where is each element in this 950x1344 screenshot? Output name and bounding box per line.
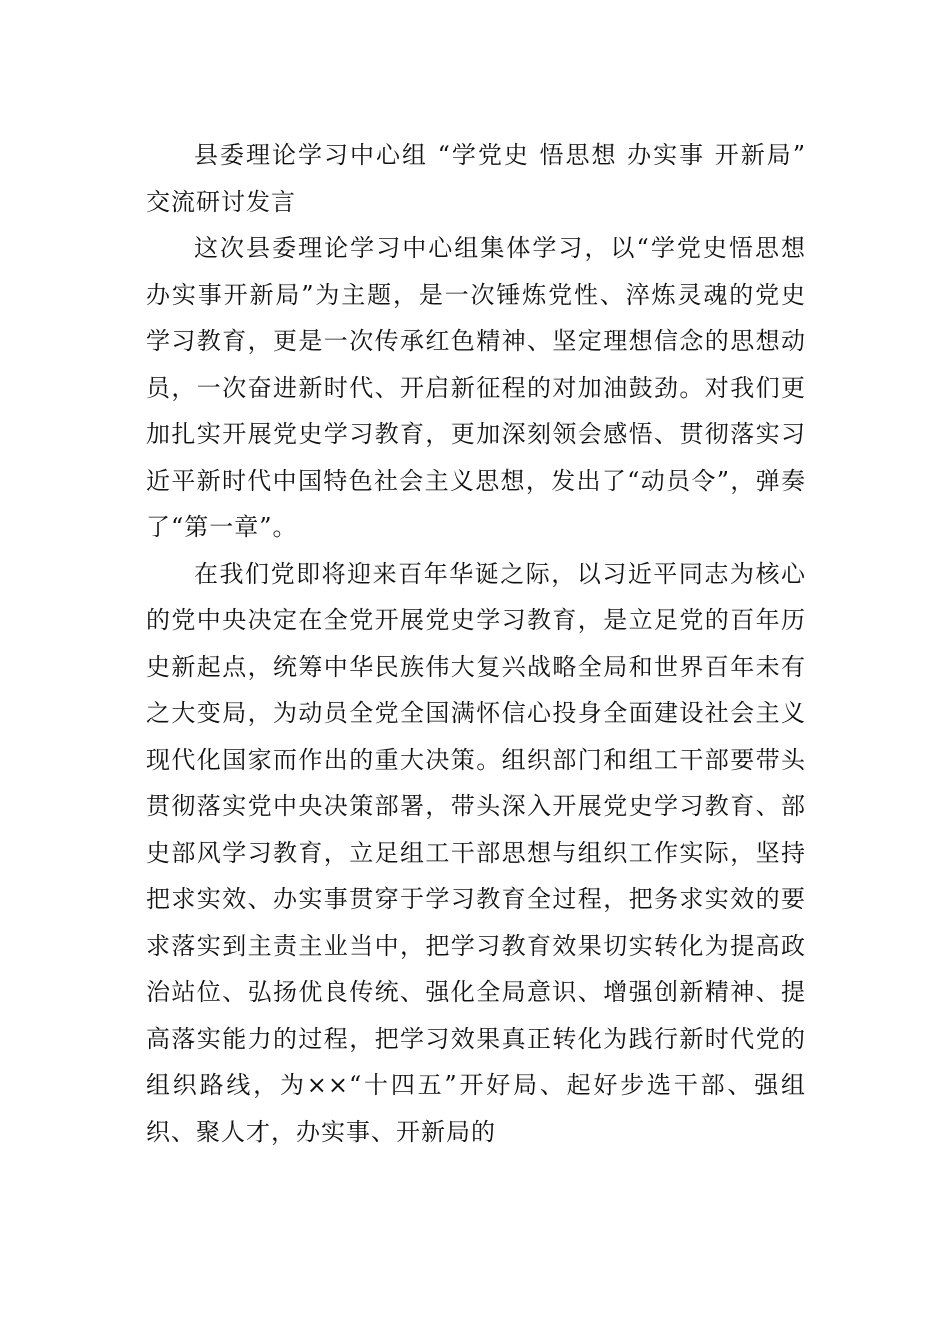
document-title: 县委理论学习中心组 “学党史 悟思想 办实事 开新局” 交流研讨发言 — [146, 141, 806, 216]
document-body — [146, 132, 806, 1155]
paragraph-2: 在我们党即将迎来百年华诞之际，以习近平同志为核心的党中央决定在全党开展党史学习教育，是立足党的百年历史新起点，统筹中华民族伟大复兴战略全局和世界百年未有之大变局，为动员全党全国满怀信心投身全面建设社会主义现代化国家而作出的重大决策。组织部门和组工干部要带头贯彻落实党中央决策部署，带头深入开展党史学习教育、部史部风学习教育，立足组工干部思想与组织工作实际，坚持把求实效、办实事贯穿于学习教育全过程，把务求实效的要求落实到主责主业当中，把学习教育效果切实转化为提高政治站位、弘扬优良传统、强化全局意识、增强创新精神、提高落实能力的过程，把学习效果真正转化为践行新时代党的组织路线，为××“十四五”开好局、起好步选干部、强组织、聚人才，办实事、开新局的 — [146, 559, 806, 1146]
paragraph-1: 这次县委理论学习中心组集体学习，以“学党史悟思想办实事开新局”为主题，是一次锤炼党性、淬炼灵魂的党史学习教育，更是一次传承红色精神、坚定理想信念的思想动员，一次奋进新时代、开启新征程的对加油鼓劲。对我们更加扎实开展党史学习教育，更加深刻领会感悟、贯彻落实习近平新时代中国特色社会主义思想，发出了“动员令”，弹奏了“第一章”。 — [146, 234, 806, 541]
